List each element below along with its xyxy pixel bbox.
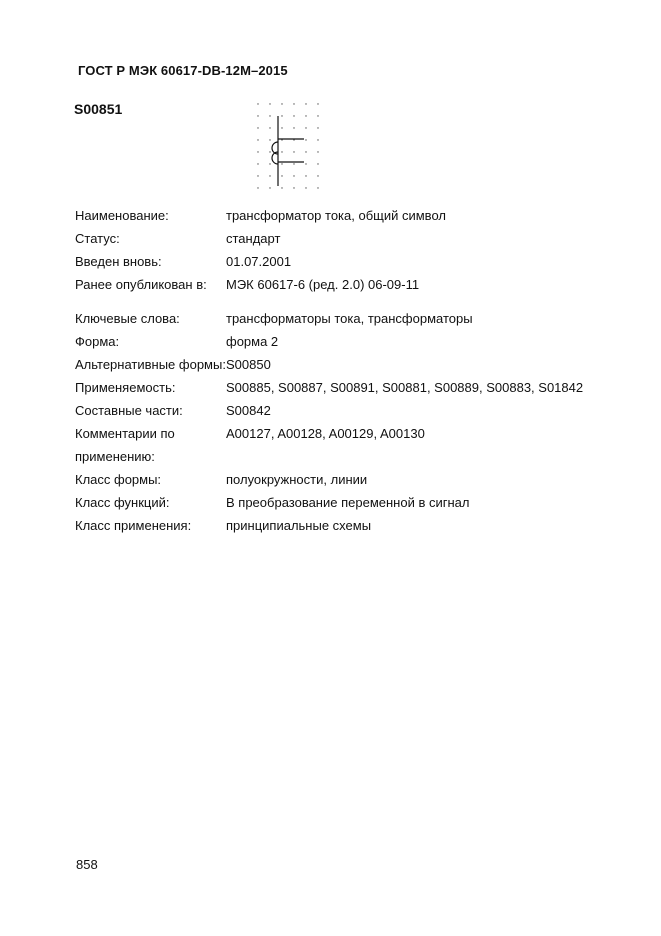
property-label: Ранее опубликован в: (75, 277, 207, 292)
property-value: трансформатор тока, общий символ (226, 208, 446, 223)
grid-dot (269, 175, 270, 176)
property-label: Наименование: (75, 208, 169, 223)
properties-list (75, 204, 595, 537)
property-row (75, 250, 595, 273)
grid-dot (257, 103, 258, 104)
grid-dot (293, 151, 294, 152)
property-value: принципиальные схемы (226, 518, 372, 533)
grid-dot (305, 151, 306, 152)
grid-dot (293, 115, 294, 116)
property-value: полуокружности, линии (226, 472, 368, 487)
property-row (75, 514, 595, 537)
property-value: форма 2 (226, 334, 279, 349)
grid-dot (317, 163, 318, 164)
grid-dot (257, 127, 258, 128)
grid-dot (269, 187, 270, 188)
grid-dot (269, 163, 270, 164)
property-label: Составные части: (75, 403, 183, 418)
grid-dot (305, 115, 306, 116)
grid-dot (293, 127, 294, 128)
grid-dot (293, 103, 294, 104)
grid-dot (269, 127, 270, 128)
property-row (75, 399, 595, 422)
grid-dot (281, 127, 282, 128)
property-label: Ключевые слова: (75, 311, 180, 326)
property-label: Форма: (75, 334, 120, 349)
document-header: ГОСТ Р МЭК 60617-DB-12M–2015 (78, 63, 288, 78)
grid-dot (269, 115, 270, 116)
property-row (75, 227, 595, 250)
grid-dot (257, 163, 258, 164)
property-value: 01.07.2001 (226, 254, 292, 269)
grid-dot (281, 151, 282, 152)
grid-dot (257, 115, 258, 116)
grid-dot (305, 103, 306, 104)
property-value: МЭК 60617-6 (ред. 2.0) 06-09-11 (226, 277, 420, 292)
property-value: S00885, S00887, S00891, S00881, S00889, S00883, S01842 (226, 380, 584, 395)
property-row (75, 491, 595, 514)
grid-dot (269, 103, 270, 104)
grid-dot (281, 175, 282, 176)
grid-dot (293, 163, 294, 164)
grid-dot (317, 127, 318, 128)
property-label: Комментарии по применению: (75, 426, 175, 464)
property-row (75, 353, 595, 376)
grid-dot (257, 151, 258, 152)
page-number: 858 (76, 857, 98, 872)
grid-dot (305, 187, 306, 188)
properties-group-details (75, 307, 595, 537)
property-label: Введен вновь: (75, 254, 162, 269)
grid-dot (305, 175, 306, 176)
property-value: В преобразование переменной в сигнал (226, 495, 470, 510)
grid-dot (305, 139, 306, 140)
grid-dot (293, 175, 294, 176)
property-row (75, 330, 595, 353)
property-label: Альтернативные формы: (75, 357, 226, 372)
property-row (75, 273, 595, 296)
property-row (75, 422, 595, 468)
grid-dot (305, 163, 306, 164)
property-value: S00850 (226, 357, 271, 372)
grid-dot (269, 139, 270, 140)
grid-dot (317, 175, 318, 176)
symbol-id: S00851 (74, 101, 123, 117)
grid-dot (317, 139, 318, 140)
property-label: Класс функций: (75, 495, 170, 510)
grid-dot (281, 103, 282, 104)
property-row (75, 376, 595, 399)
property-row (75, 204, 595, 227)
grid-dot (293, 187, 294, 188)
grid-dot (317, 151, 318, 152)
property-label: Класс применения: (75, 518, 192, 533)
grid-dot (281, 187, 282, 188)
grid-dot (257, 139, 258, 140)
grid-dot (317, 187, 318, 188)
property-row (75, 307, 595, 330)
current-transformer-symbol (250, 98, 326, 194)
property-row (75, 468, 595, 491)
grid-dot (281, 163, 282, 164)
property-value: трансформаторы тока, трансформаторы (226, 311, 473, 326)
grid-dot (257, 175, 258, 176)
grid-dot (257, 187, 258, 188)
grid-dot (269, 151, 270, 152)
grid-dot (317, 115, 318, 116)
grid-dot (281, 115, 282, 116)
property-value: S00842 (226, 403, 271, 418)
properties-group-general (75, 204, 595, 296)
grid-dot (317, 103, 318, 104)
grid-dot (305, 127, 306, 128)
group-spacer (75, 296, 595, 307)
property-label: Статус: (75, 231, 120, 246)
property-value: стандарт (226, 231, 281, 246)
property-label: Применяемость: (75, 380, 176, 395)
property-value: A00127, A00128, A00129, A00130 (226, 426, 425, 441)
property-label: Класс формы: (75, 472, 162, 487)
